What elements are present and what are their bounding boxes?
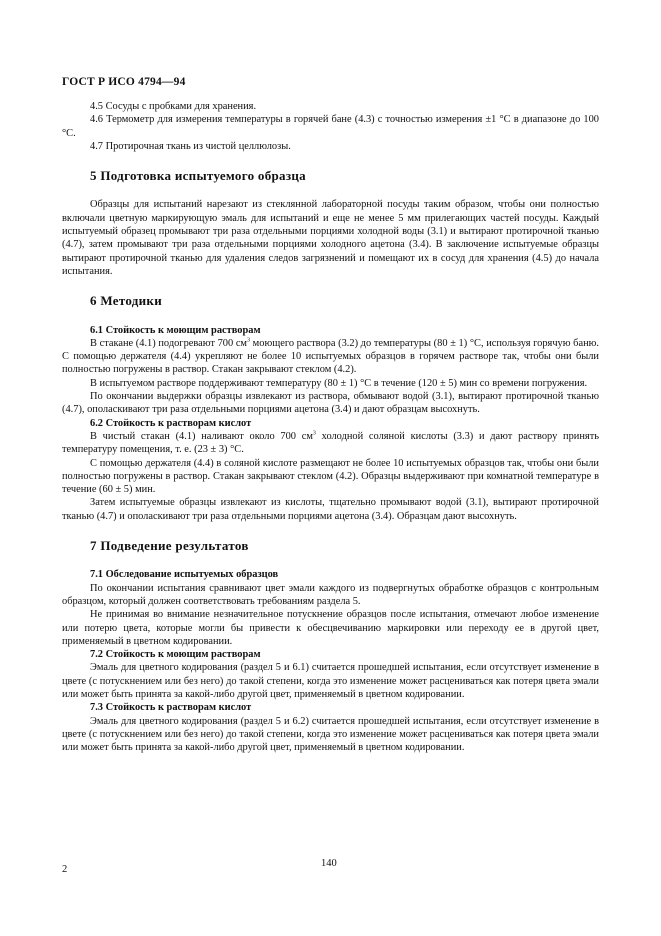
section-6-heading: 6 Методики: [90, 293, 163, 309]
text-run: холодной соляной кислоты (3.3) и дают раствору принять температуру помещения, т. е. (23 ± 3) °С.: [62, 430, 599, 456]
subsection-7-2-paragraph: Эмаль для цветного кодирования (раздел 5 и 6.1) считается прошедшей испытания, если отсутствует изменение в цвете (с потускнением или без него) до такой степени, когда это изменение может расцениваться как потеря цвета эмали или может быть принята за какой-либо другой цвет, применяемый в цветном кодировании.: [62, 662, 599, 700]
subsection-6-2-heading: 6.2 Стойкость к растворам кислот: [90, 417, 252, 429]
sheet-number: 140: [321, 858, 337, 869]
subsection-7-1-paragraph-2: Не принимая во внимание незначительное потускнение образцов после испытания, отмечают любое изменение или потерю цвета, которые могли бы привести к обесцвечиванию маркировки или переходу ее в другой цвет, применяемый в цветном кодировании.: [62, 609, 599, 647]
subsection-6-1-paragraph-1: [62, 337, 599, 377]
text-run: моющего раствора (3.2) до температуры (80 ± 1) °С, используя горячую баню. С помощью держателя (4.4) укрепляют не более 10 испытуемых образцов в горячем растворе так, чтобы они были полностью погружены в раствор. Стакан закрывают стеклом (4.2).: [62, 337, 599, 376]
superscript-3: 3: [247, 337, 251, 344]
subsection-7-3-paragraph: Эмаль для цветного кодирования (раздел 5 и 6.2) считается прошедшей испытания, если отсутствует изменение в цвете (с потускнением или без него) до такой степени, когда это изменение может расцениваться как потеря цвета эмали или может быть принята за какой-либо другой цвет, применяемый в цветном кодировании.: [62, 715, 599, 754]
section-5-heading: 5 Подготовка испытуемого образца: [90, 168, 306, 184]
item-4-6: 4.6 Термометр для измерения температуры в горячей бане (4.3) с точностью измерения ±1 °С в диапазоне до 100 °С.: [62, 114, 599, 139]
text-run: В чистый стакан (4.1) наливают около 700 см: [90, 430, 313, 442]
section-5-paragraph: Образцы для испытаний нарезают из стеклянной лабораторной посуды таким образом, чтобы они полностью включали цветную маркирующую эмаль для испытаний и еще не менее 5 мм прилегающих частей посуды. Каждый испытуемый образец промывают три раза отдельными порциями холодной воды (3.1) и вытирают протирочной тканью (4.7), затем промывают три раза отдельными порциями холодного ацетона (3.4). В заключение испытуемые образцы вытирают протирочной тканью для удаления следов загрязнений и помещают их в сосуд для хранения (4.5) до начала испытания.: [62, 199, 599, 277]
subsection-6-1-paragraph-2: В испытуемом растворе поддерживают температуру (80 ± 1) °С в течение (120 ± 5) мин со времени погружения.: [90, 377, 588, 389]
item-4-7: 4.7 Протирочная ткань из чистой целлюлозы.: [90, 140, 291, 152]
subsection-7-1-paragraph-1: По окончании испытания сравнивают цвет эмали каждого из подвергнутых обработке образцов с контрольным образцом, который должен соответствовать требованиям раздела 5.: [62, 582, 599, 607]
subsection-6-1-heading: 6.1 Стойкость к моющим растворам: [90, 324, 261, 336]
subsection-6-2-paragraph-1: [62, 430, 599, 457]
subsection-6-2-paragraph-3: Затем испытуемые образцы извлекают из кислоты, тщательно промывают водой (3.1), вытирают протирочной тканью (4.7) и ополаскивают три раза отдельными порциями ацетона (3.4). Образцам дают высохнуть.: [62, 497, 599, 522]
subsection-7-3-heading: 7.3 Стойкость к растворам кислот: [90, 702, 252, 714]
document-header: ГОСТ Р ИСО 4794—94: [62, 76, 186, 88]
page-number: 2: [62, 864, 68, 875]
superscript-3: 3: [312, 430, 316, 437]
subsection-7-2-heading: 7.2 Стойкость к моющим растворам: [90, 649, 261, 661]
text-run: В стакане (4.1) подогревают 700 см: [90, 337, 248, 349]
section-7-heading: 7 Подведение результатов: [90, 538, 249, 554]
item-4-5: 4.5 Сосуды с пробками для хранения.: [90, 101, 257, 112]
subsection-6-2-paragraph-2: С помощью держателя (4.4) в соляной кислоте размещают не более 10 испытуемых образцов так, чтобы они были полностью погружены в раствор. Стакан закрывают стеклом (4.2). Образцы выдерживают при комнатной температуре в течение (60 ± 5) мин.: [62, 457, 599, 496]
subsection-7-1-heading: 7.1 Обследование испытуемых образцов: [90, 569, 279, 581]
document-body: [62, 100, 599, 754]
subsection-6-1-paragraph-3: По окончании выдержки образцы извлекают из раствора, обмывают водой (3.1), вытирают протирочной тканью (4.7), ополаскивают три раза отдельными порциями ацетона (3.4) и дают образцам высохнуть.: [62, 391, 599, 416]
